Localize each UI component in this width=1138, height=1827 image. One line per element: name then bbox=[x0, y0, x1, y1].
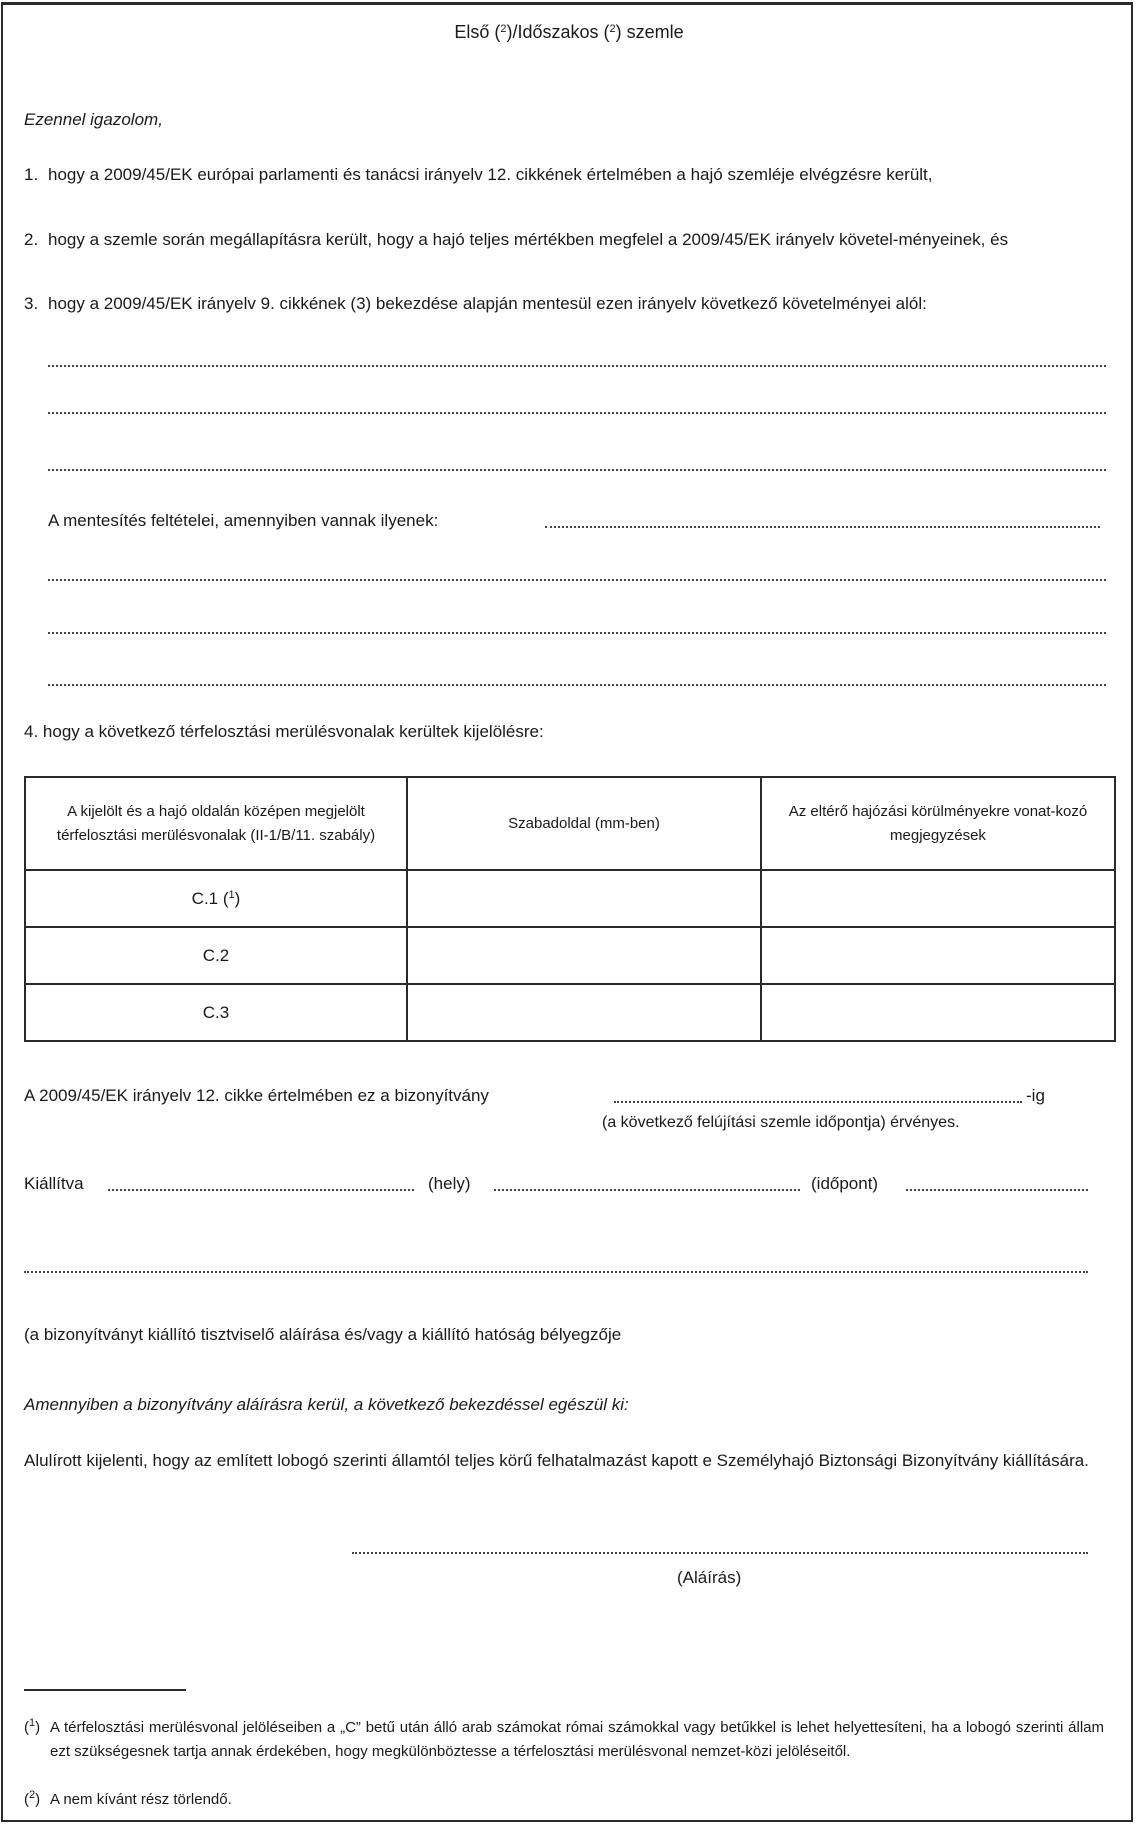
issued-place-field[interactable] bbox=[108, 1189, 414, 1191]
official-signature-note: (a bizonyítványt kiállító tisztviselő aláírása és/vagy a kiállító hatóság bélyegzője bbox=[24, 1325, 622, 1344]
footnote-mark: ($^2$) bbox=[24, 1789, 41, 1808]
footnote-ref-2[interactable]: 2 bbox=[609, 23, 616, 35]
subdivision-load-lines-table bbox=[24, 776, 1116, 1042]
title-periodic: )/Időszakos ( bbox=[506, 22, 610, 42]
page-title bbox=[0, 22, 1138, 43]
footnote-text: A nem kívánt rész törlendő. bbox=[50, 1791, 232, 1808]
footnote-1 bbox=[24, 1716, 1104, 1764]
freeboard-cell[interactable] bbox=[407, 927, 761, 984]
exemption-field-2[interactable] bbox=[48, 412, 1106, 414]
issued-extra-field[interactable] bbox=[906, 1189, 1088, 1191]
notes-cell[interactable] bbox=[761, 984, 1115, 1041]
validity-statement: A 2009/45/EK irányelv 12. cikke értelmében ez a bizonyítvány bbox=[24, 1086, 489, 1105]
validity-date-caption: (a következő felújítási szemle időpontja) érvényes. bbox=[602, 1114, 960, 1131]
item-text: hogy a 2009/45/EK irányelv 9. cikkének (3) bekezdése alapján mentesül ezen irányelv következő követelményei alól: bbox=[48, 294, 927, 313]
column-header-notes: Az eltérő hajózási körülményekre vonat-kozó megjegyzések bbox=[761, 777, 1115, 870]
certification-item-3 bbox=[24, 290, 1112, 318]
footnote-ref-1[interactable]: 1 bbox=[228, 888, 235, 901]
item-number: 2. bbox=[24, 230, 39, 249]
load-line-mark: C.2 bbox=[25, 927, 407, 984]
footnote-mark: ($^1$) bbox=[24, 1717, 41, 1736]
intro-text: Ezennel igazolom, bbox=[24, 110, 163, 129]
exemption-field-1[interactable] bbox=[48, 365, 1106, 367]
footnote-text: A térfelosztási merülésvonal jelöléseiben a „C” betű után álló arab számokat római számokkal vagy betűkkel is lehet helyettesíteni, ha a lobogó szerinti állam ezt szükségesnek tartja annak érdekében, hogy megkülönböztesse a térfelosztási merülésvonal nemzet-közi jelöléseitől. bbox=[50, 1719, 1104, 1760]
title-survey: ) szemle bbox=[615, 22, 684, 42]
validity-suffix: -ig bbox=[1026, 1086, 1045, 1105]
authorization-declaration: Alulírott kijelenti, hogy az említett lobogó szerinti államtól teljes körű felhatalmazást kapott e Személyhajó Biztonsági Bizonyítvány kiállítására. bbox=[24, 1451, 1089, 1470]
table-row bbox=[25, 870, 1115, 927]
item-text: hogy a következő térfelosztási merülésvonalak kerültek kijelölésre: bbox=[42, 722, 544, 741]
date-label: (időpont) bbox=[811, 1174, 879, 1193]
signature-field[interactable] bbox=[352, 1552, 1088, 1554]
place-label: (hely) bbox=[428, 1174, 471, 1193]
table-header-row bbox=[25, 777, 1115, 870]
supplement-instruction: Amennyiben a bizonyítvány aláírásra kerül, a következő bekezdéssel egészül ki: bbox=[24, 1395, 629, 1414]
exemption-conditions-field-inline[interactable] bbox=[545, 526, 1100, 528]
freeboard-cell[interactable] bbox=[407, 984, 761, 1041]
exemption-conditions-field-1[interactable] bbox=[48, 579, 1106, 581]
column-header-freeboard: Szabadoldal (mm-ben) bbox=[407, 777, 761, 870]
item-number: 3. bbox=[24, 294, 39, 313]
column-header-load-lines: A kijelölt és a hajó oldalán középen megjelölt térfelosztási merülésvonalak (II-1/B/11. szabály) bbox=[25, 777, 407, 870]
item-number: 4. bbox=[24, 722, 39, 741]
footnote-2 bbox=[24, 1788, 1104, 1812]
official-signature-field[interactable] bbox=[24, 1271, 1088, 1273]
table-row bbox=[25, 927, 1115, 984]
item-number: 1. bbox=[24, 165, 39, 184]
exemption-conditions-field-2[interactable] bbox=[48, 632, 1106, 634]
freeboard-cell[interactable] bbox=[407, 870, 761, 927]
load-line-mark: C.3 bbox=[25, 984, 407, 1041]
footnote-ref-2[interactable]: 2 bbox=[500, 23, 507, 35]
issued-date-field[interactable] bbox=[494, 1189, 800, 1191]
item-text: hogy a 2009/45/EK európai parlamenti és tanácsi irányelv 12. cikkének értelmében a hajó szemléje elvégzésre került, bbox=[48, 165, 933, 184]
certification-item-4 bbox=[24, 722, 544, 742]
issued-label: Kiállítva bbox=[24, 1174, 84, 1193]
exemption-field-3[interactable] bbox=[48, 469, 1106, 471]
exemption-conditions-field-3[interactable] bbox=[48, 684, 1106, 686]
validity-date-field[interactable] bbox=[614, 1101, 1022, 1103]
footnote-divider bbox=[24, 1689, 186, 1691]
certification-item-2 bbox=[24, 226, 1112, 254]
table-row bbox=[25, 984, 1115, 1041]
notes-cell[interactable] bbox=[761, 870, 1115, 927]
load-line-mark bbox=[25, 870, 407, 927]
mark-text-end: ) bbox=[234, 888, 241, 908]
notes-cell[interactable] bbox=[761, 927, 1115, 984]
signature-label: (Aláírás) bbox=[677, 1568, 742, 1587]
item-text: hogy a szemle során megállapításra került, hogy a hajó teljes mértékben megfelel a 2009/45/EK irányelv követel-ményeinek, és bbox=[48, 230, 1009, 249]
exemption-conditions-label: A mentesítés feltételei, amennyiben vannak ilyenek: bbox=[48, 511, 439, 530]
mark-text: C.1 ( bbox=[191, 888, 229, 908]
title-first: Első ( bbox=[454, 22, 501, 42]
certification-item-1 bbox=[24, 161, 1112, 189]
